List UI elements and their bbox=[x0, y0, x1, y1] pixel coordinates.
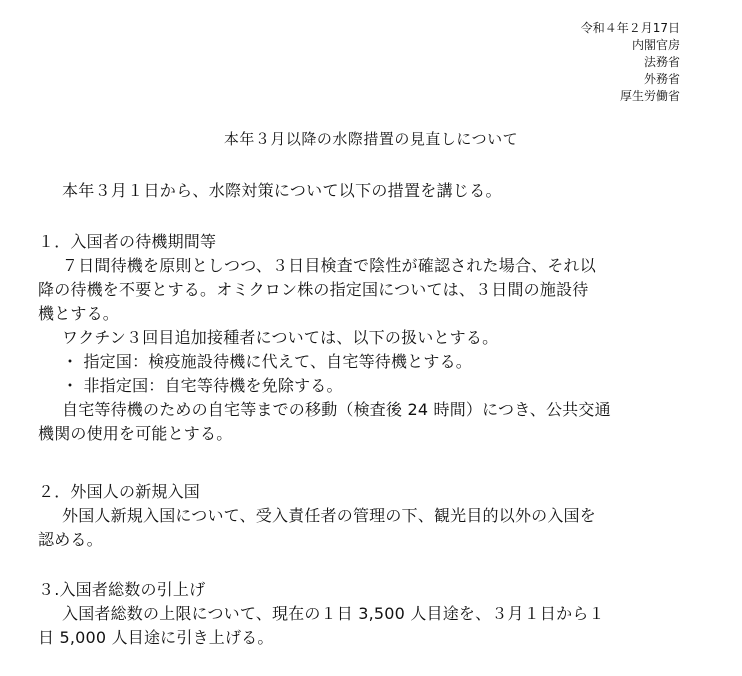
issuer-ministry-of-health: 厚生労働省 bbox=[619, 89, 680, 103]
section-heading: １．入国者の待機期間等 bbox=[38, 232, 217, 251]
issuer-ministry-of-justice: 法務省 bbox=[643, 55, 680, 69]
section-entry-cap bbox=[38, 578, 678, 650]
bullet-item: ・ 指定国：検疫施設待機に代えて、自宅等待機とする。 bbox=[62, 352, 472, 371]
paragraph-line: 機とする。 bbox=[38, 304, 120, 323]
paragraph-line: 日 5,000 人目途に引き上げる。 bbox=[38, 628, 274, 647]
bullet-item: ・ 非指定国：自宅等待機を免除する。 bbox=[62, 376, 343, 395]
section-heading: ３.入国者総数の引上げ bbox=[38, 580, 206, 599]
issuer-ministry-of-foreign-affairs: 外務省 bbox=[643, 72, 680, 86]
paragraph-line: ワクチン３回目追加接種者については、以下の扱いとする。 bbox=[62, 328, 499, 347]
issuer-block bbox=[581, 20, 680, 105]
paragraph-line: 自宅等待機のための自宅等までの移動（検査後 24 時間）につき、公共交通 bbox=[62, 400, 611, 419]
paragraph-line: 認める。 bbox=[38, 530, 103, 549]
issuer-cabinet-secretariat: 内閣官房 bbox=[631, 38, 680, 52]
issue-date: 令和４年２月17日 bbox=[580, 21, 680, 35]
paragraph-line: ７日間待機を原則としつつ、３日目検査で陰性が確認された場合、それ以 bbox=[62, 256, 596, 275]
section-waiting-period bbox=[38, 230, 678, 446]
paragraph-line: 入国者総数の上限について、現在の１日 3,500 人目途を、３月１日から１ bbox=[62, 604, 605, 623]
paragraph-line: 外国人新規入国について、受入責任者の管理の下、観光目的以外の入国を bbox=[62, 506, 596, 525]
section-heading: ２．外国人の新規入国 bbox=[38, 482, 201, 501]
document-title: 本年３月以降の水際措置の見直しについて bbox=[223, 130, 519, 148]
section-new-entry bbox=[38, 480, 678, 552]
paragraph-line: 機関の使用を可能とする。 bbox=[38, 424, 233, 443]
paragraph-line: 降の待機を不要とする。オミクロン株の指定国については、３日間の施設待 bbox=[38, 280, 589, 299]
intro-paragraph: 本年３月１日から、水際対策について以下の措置を講じる。 bbox=[62, 181, 502, 200]
